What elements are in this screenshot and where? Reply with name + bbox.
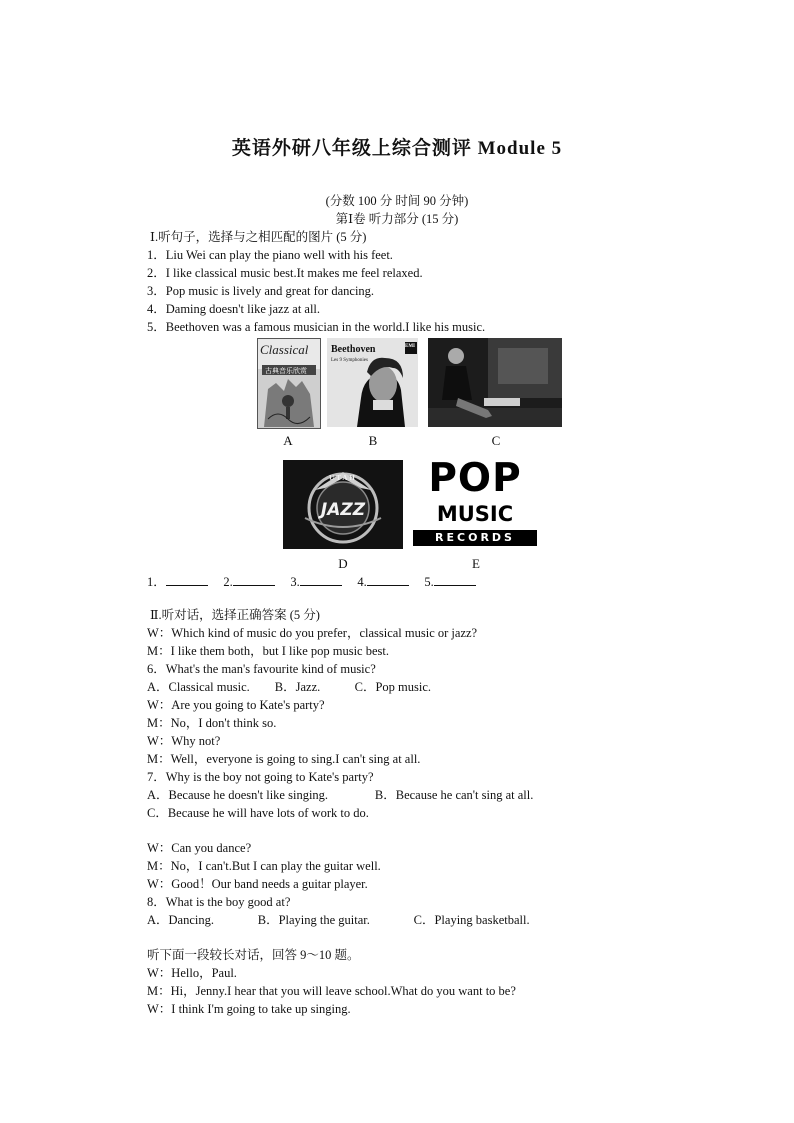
score-time-line: (分数 100 分 时间 90 分钟): [325, 194, 469, 208]
dialogue-line: W：Good！Our band needs a guitar player.: [147, 877, 368, 891]
question-6: 6．What's the man's favourite kind of music?: [147, 662, 376, 676]
picture-e-label: E: [472, 556, 480, 571]
answer-label-5: 5.: [424, 575, 434, 589]
sentence-5: 5．Beethoven was a famous musician in the world.I like his music.: [147, 320, 486, 334]
answer-blank-3[interactable]: [300, 573, 342, 586]
picture-b-label: B: [368, 433, 378, 448]
jazz-logo-arc-text: UTAH: [329, 474, 357, 482]
answer-label-1: 1．: [147, 575, 166, 589]
question-7-options-ab: A．Because he doesn't like singing. B．Because he can't sing at all.: [147, 788, 534, 802]
dialogue-line: W：Which kind of music do you prefer，classical music or jazz?: [147, 626, 478, 640]
picture-a-classical-cover: [257, 338, 321, 429]
part-heading: 第Ⅰ卷 听力部分 (15 分): [335, 212, 459, 226]
question-8-options: A．Dancing. B．Playing the guitar. C．Playing basketball.: [147, 913, 530, 927]
pop-logo-line3: RECORDS: [413, 530, 537, 546]
picture-d-jazz-logo: [283, 460, 403, 549]
answer-label-4: 4.: [357, 575, 367, 589]
emi-badge: EMI: [405, 344, 415, 349]
dialogue-line: W：I think I'm going to take up singing.: [147, 1002, 351, 1016]
question-8: 8．What is the boy good at?: [147, 895, 291, 909]
dialogue-line: W：Why not?: [147, 734, 221, 748]
picture-b-beethoven-cover: [327, 338, 418, 427]
pianist-photo-image: [428, 338, 562, 427]
question-7-option-c: C．Because he will have lots of work to do.: [147, 806, 369, 820]
dialogue-line: W：Are you going to Kate's party?: [147, 698, 325, 712]
pop-logo-line2: MUSIC: [436, 502, 514, 526]
sentence-2: 2．I like classical music best.It makes me feel relaxed.: [147, 266, 423, 280]
answer-blank-1[interactable]: [166, 573, 208, 586]
dialogue-line: M：I like them both，but I like pop music best.: [147, 644, 389, 658]
section3-heading: 听下面一段较长对话，回答 9～10 题。: [147, 948, 360, 962]
dialogue-line: W：Can you dance?: [147, 841, 252, 855]
picture-a-label: A: [283, 433, 293, 448]
answer-blanks-row: [147, 573, 476, 590]
answer-blank-4[interactable]: [367, 573, 409, 586]
section1-heading: Ⅰ.听句子，选择与之相匹配的图片 (5 分): [150, 230, 367, 244]
dialogue-line: M：Hi，Jenny.I hear that you will leave school.What do you want to be?: [147, 984, 516, 998]
beethoven-cover-subtitle: Les 9 Symphonies: [331, 358, 368, 363]
classical-cover-subtitle: 古典音乐欣赏: [265, 367, 307, 375]
page-title: 英语外研八年级上综合测评 Module 5: [231, 138, 563, 159]
question-7: 7．Why is the boy not going to Kate's party?: [147, 770, 374, 784]
section2-heading: Ⅱ.听对话，选择正确答案 (5 分): [150, 608, 320, 622]
picture-d-label: D: [338, 556, 348, 571]
dialogue-line: W：Hello，Paul.: [147, 966, 237, 980]
picture-c-pianist-photo: [428, 338, 562, 427]
dialogue-line: M：Well，everyone is going to sing.I can't sing at all.: [147, 752, 421, 766]
sentence-1: 1．Liu Wei can play the piano well with his feet.: [147, 248, 393, 262]
answer-blank-5[interactable]: [434, 573, 476, 586]
question-6-options: A．Classical music. B．Jazz. C．Pop music.: [147, 680, 432, 694]
answer-label-3: 3.: [290, 575, 300, 589]
sentence-4: 4．Daming doesn't like jazz at all.: [147, 302, 321, 316]
answer-blank-2[interactable]: [233, 573, 275, 586]
picture-e-pop-music-logo: [411, 460, 539, 549]
picture-c-label: C: [491, 433, 501, 448]
dialogue-line: M：No，I can't.But I can play the guitar well.: [147, 859, 381, 873]
classical-cover-title: Classical: [260, 342, 309, 357]
pop-logo-line1: POP: [428, 460, 522, 501]
sentence-3: 3．Pop music is lively and great for dancing.: [147, 284, 375, 298]
answer-label-2: 2.: [223, 575, 233, 589]
jazz-logo-text: JAZZ: [320, 500, 366, 520]
beethoven-cover-title: Beethoven: [331, 344, 376, 355]
dialogue-line: M：No，I don't think so.: [147, 716, 277, 730]
